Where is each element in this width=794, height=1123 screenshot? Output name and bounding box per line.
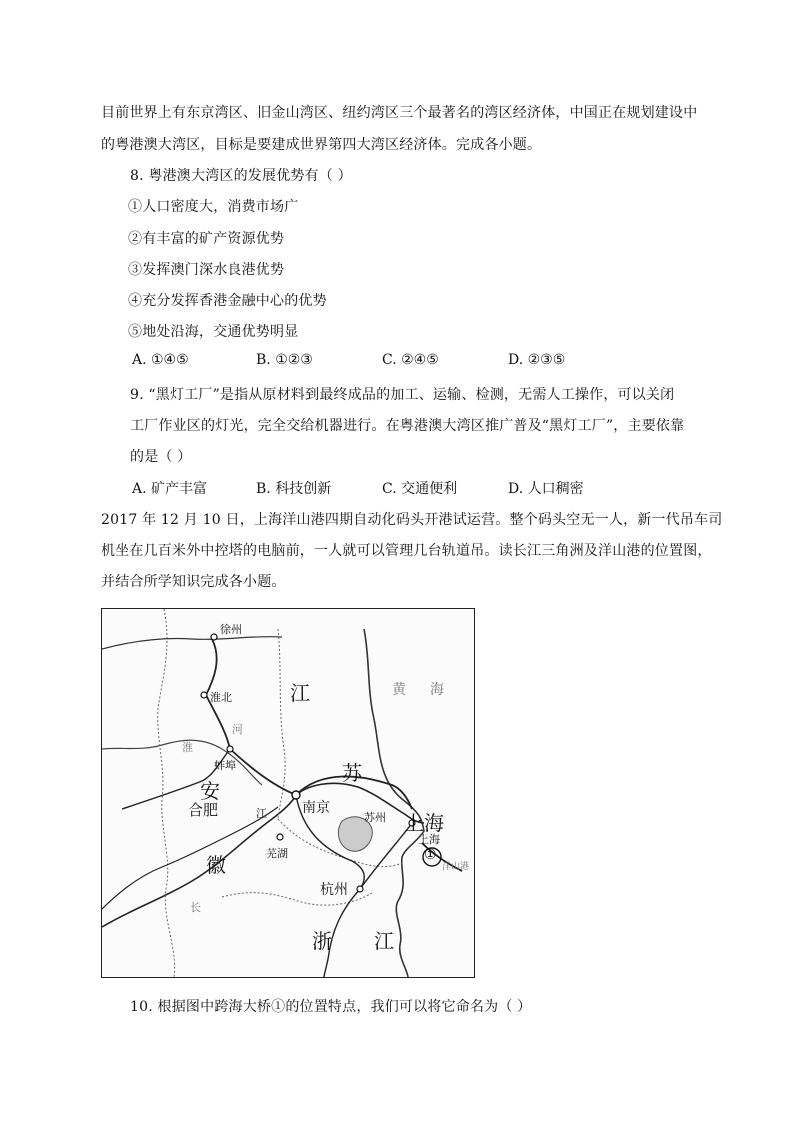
label-zhang: 长 <box>190 901 201 914</box>
label-su: 苏 <box>342 761 362 785</box>
nanjing-marker <box>292 791 300 799</box>
label-shanghai-city: 上海 <box>418 833 440 846</box>
q9-option-c: C. 交通便利 <box>382 481 458 497</box>
intro2-line3: 并结合所学知识完成各小题。 <box>101 574 286 590</box>
label-hefei: 合肥 <box>188 801 219 819</box>
label-wuhu: 芜湖 <box>266 847 288 860</box>
huaibei-marker <box>201 692 207 698</box>
railway-8 <box>102 637 282 649</box>
hangzhou-marker <box>357 886 363 892</box>
label-yangshan: 洋山港 <box>442 862 470 872</box>
intro1-line1: 目前世界上有东京湾区、旧金山湾区、纽约湾区三个最著名的湾区经济体，中国正在规划建设中 <box>101 105 698 121</box>
label-shanghai-province: 上海 <box>404 811 444 835</box>
q9-option-d: D. 人口稠密 <box>508 481 584 497</box>
intro1-line2: 的粤港澳大湾区，目标是要建成世界第四大湾区经济体。完成各小题。 <box>101 137 542 153</box>
label-hangzhou: 杭州 <box>320 882 348 898</box>
label-zhe: 浙 <box>312 929 332 953</box>
label-huaibei: 淮北 <box>210 691 232 704</box>
label-suzhou: 苏州 <box>364 811 386 824</box>
label-bengbu: 蚌埠 <box>214 759 236 772</box>
label-huang: 黄 <box>392 682 406 698</box>
label-an: 安 <box>200 779 220 803</box>
q9-line1: 9. “黑灯工厂”是指从原材料到最终成品的加工、运输、检测，无需人工操作，可以关闭 <box>130 387 675 403</box>
label-hai: 海 <box>430 682 444 698</box>
label-jiang-bottom: 江 <box>374 929 394 953</box>
q8-item-2: ②有丰富的矿产资源优势 <box>128 231 285 247</box>
q9-option-b: B. 科技创新 <box>256 481 332 497</box>
wuhu-marker <box>277 834 283 840</box>
q8-item-1: ①人口密度大，消费市场广 <box>128 199 299 215</box>
province-boundary-4 <box>222 893 372 906</box>
yangtze-delta-map <box>101 608 475 978</box>
intro2-line2: 机坐在几百米外中控塔的电脑前，一人就可以管理几台轨道吊。读长江三角洲及洋山港的位置图， <box>101 543 712 559</box>
q8-stem: 8. 粤港澳大湾区的发展优势有（ ） <box>130 168 352 184</box>
label-jiang-top: 江 <box>290 681 310 705</box>
q9-line2: 工厂作业区的灯光，完全交给机器进行。在粤港澳大湾区推广普及“黑灯工厂”，主要依靠 <box>130 418 685 434</box>
label-xuzhou: 徐州 <box>220 623 242 636</box>
label-huai: 淮 <box>182 741 193 754</box>
railway-7 <box>102 807 278 909</box>
label-bridge-1: ① <box>424 847 437 863</box>
label-jiang-river: 江 <box>256 807 267 820</box>
q8-option-d: D. ②③⑤ <box>508 352 566 368</box>
xuzhou-marker <box>211 634 217 640</box>
q8-option-c: C. ②④⑤ <box>382 352 439 368</box>
q8-option-a: A. ①④⑤ <box>132 352 189 368</box>
q9-line3: 的是（ ） <box>130 449 192 465</box>
label-nanjing: 南京 <box>302 800 330 816</box>
label-hui: 徽 <box>206 853 226 877</box>
q8-item-4: ④充分发挥香港金融中心的优势 <box>128 293 327 309</box>
province-boundary <box>158 609 175 977</box>
q8-option-b: B. ①②③ <box>256 352 313 368</box>
q8-item-3: ③发挥澳门深水良港优势 <box>128 262 285 278</box>
q8-item-5: ⑤地处沿海，交通优势明显 <box>128 324 299 340</box>
map-drawing <box>102 609 474 977</box>
province-boundary-2 <box>278 629 285 819</box>
q10-stem: 10. 根据图中跨海大桥①的位置特点，我们可以将它命名为（ ） <box>130 999 532 1015</box>
q9-option-a: A. 矿产丰富 <box>132 481 208 497</box>
label-he: 河 <box>232 723 243 736</box>
intro2-line1: 2017 年 12 月 10 日，上海洋山港四期自动化码头开港试运营。整个码头空无一人，新一代吊车司 <box>101 512 723 528</box>
bengbu-marker <box>227 746 233 752</box>
